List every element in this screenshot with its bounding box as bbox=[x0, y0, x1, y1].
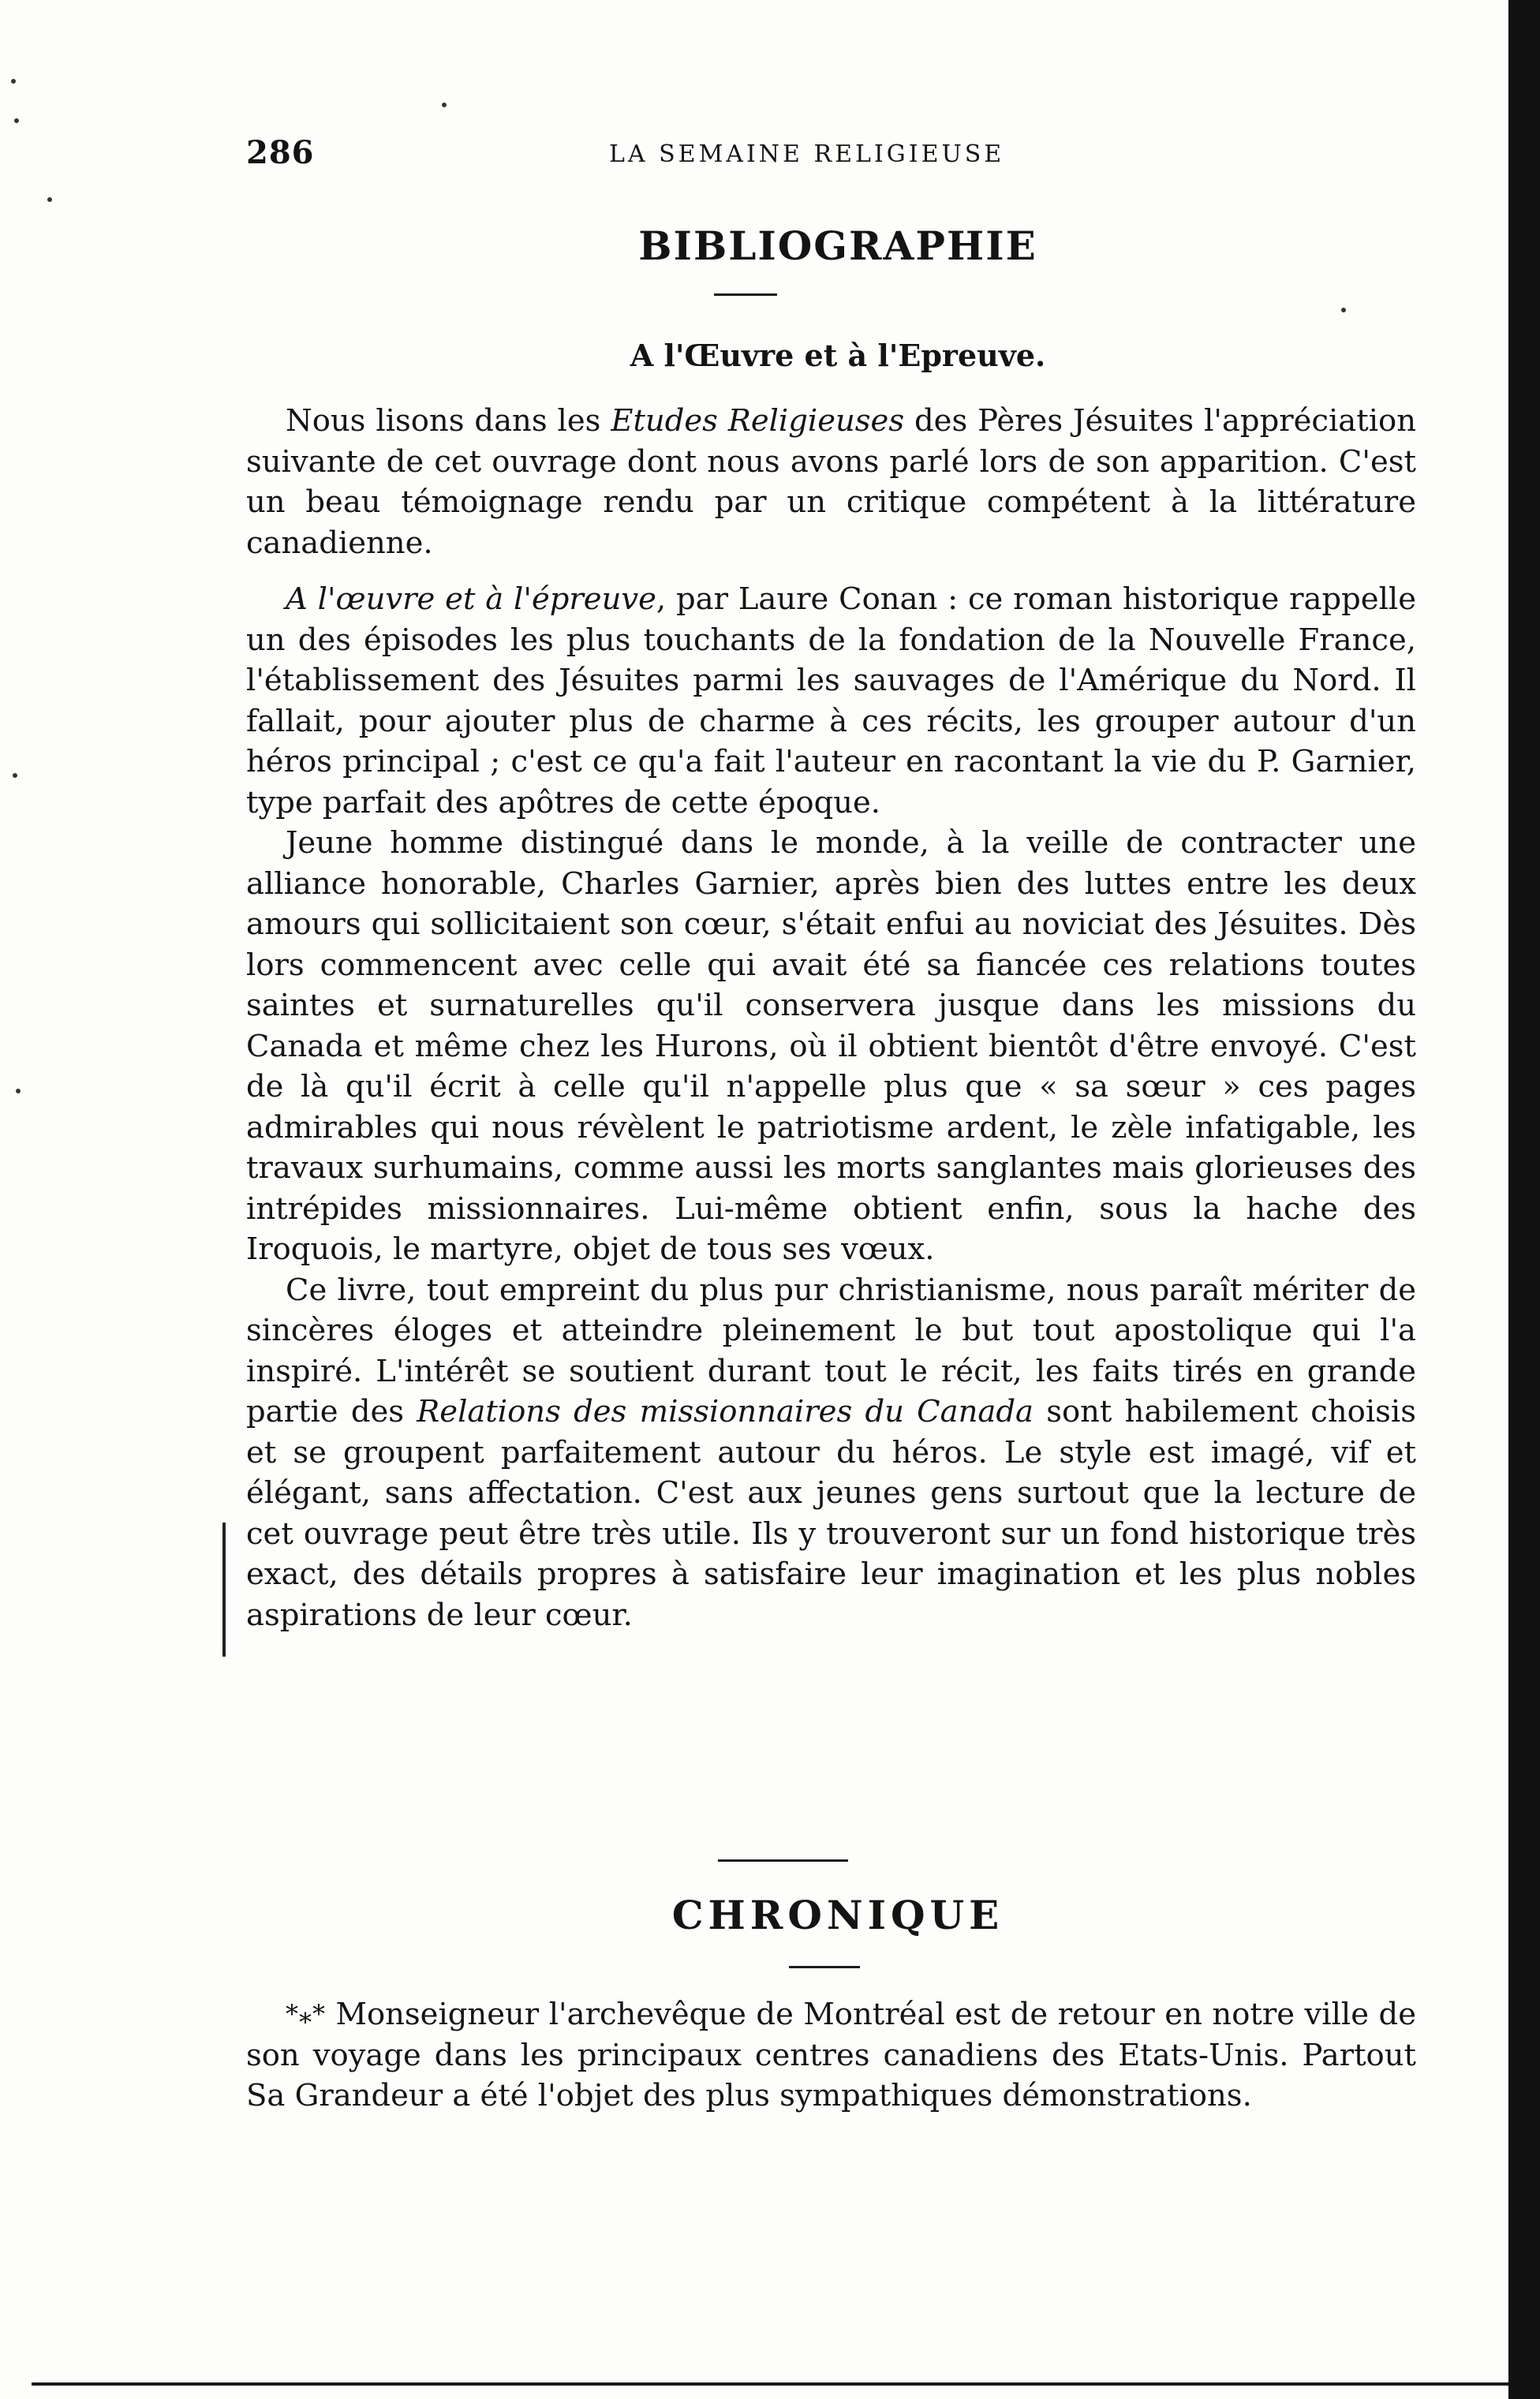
margin-mark bbox=[222, 1523, 226, 1657]
book-title: A l'œuvre et à l'épreuve bbox=[286, 581, 656, 617]
bibliography-heading: BIBLIOGRAPHIE bbox=[638, 222, 1037, 269]
running-head bbox=[246, 134, 1430, 181]
review-paragraph: Nous lisons dans les Etudes Religieuses des Pères Jésuites l'appréciation suivante de cet ouvrage dont nous avons parlé lors de son apparition. C'est un beau témoignage rendu par un critique compétent à la littérature canadienne. bbox=[246, 403, 1416, 561]
scan-speck bbox=[13, 773, 17, 778]
asterism-mark: *⁎* bbox=[286, 1999, 326, 2029]
scan-speck bbox=[14, 118, 19, 123]
chronicle-heading: CHRONIQUE bbox=[671, 1892, 1004, 1938]
scan-speck bbox=[442, 103, 447, 107]
scan-speck bbox=[47, 197, 52, 202]
heading-rule bbox=[714, 293, 777, 296]
page-number: 286 bbox=[246, 134, 315, 171]
heading-rule bbox=[789, 1966, 860, 1968]
journal-title: LA SEMAINE RELIGIEUSE bbox=[609, 140, 1005, 168]
section-divider bbox=[718, 1859, 848, 1862]
scan-speck bbox=[16, 1089, 21, 1093]
scan-speck bbox=[1341, 308, 1346, 312]
book-heading: A l'Œuvre et à l'Epreuve. bbox=[630, 338, 1046, 373]
scan-speck bbox=[11, 79, 16, 84]
review-paragraph: A l'œuvre et à l'épreuve, par Laure Conan : ce roman historique rappelle un des épisodes les plus touchants de la fondation de la Nouvelle France, l'établissement des Jésuites parmi les sauvages de l'Amérique du Nord. Il fallait, pour ajouter plus de charme à ces récits, les grouper autour d'un héros principal ; c'est ce qu'a fait l'auteur en racontant la vie du P. Garnier, type parfait des apôtres de cette époque. bbox=[246, 581, 1416, 820]
chronicle-paragraph: *⁎* Monseigneur l'archevêque de Montréal est de retour en notre ville de son voyage dans les principaux centres canadiens des Etats-Unis. Partout Sa Grandeur a été l'objet des plus sympathiques démonstrations. bbox=[246, 1997, 1416, 2113]
binding-edge bbox=[1508, 0, 1540, 2399]
review-article bbox=[246, 401, 1416, 1635]
cited-work: Relations des missionnaires du Canada bbox=[417, 1394, 1034, 1429]
review-paragraph: Jeune homme distingué dans le monde, à la veille de contracter une alliance honorable, Charles Garnier, après bien des luttes entre les deux amours qui sollicitaient son cœur, s'était enfui au noviciat des Jésuites. Dès lors commencent avec celle qui avait été sa fiancée ces relations toutes saintes et surnaturelles qu'il conservera jusque dans les missions du Canada et même chez les Hurons, où il obtient bientôt d'être envoyé. C'est de là qu'il écrit à celle qu'il n'appelle plus que « sa sœur » ces pages admirables qui nous révèlent le patriotisme ardent, le zèle infatigable, les travaux surhumains, comme aussi les morts sanglantes mais glorieuses des intrépides missionnaires. Lui-même obtient enfin, sous la hache des Iroquois, le martyre, objet de tous ses vœux. bbox=[246, 825, 1416, 1267]
chronicle-section bbox=[246, 1994, 1416, 2117]
scan-bottom-rule bbox=[32, 2382, 1508, 2386]
review-paragraph: Ce livre, tout empreint du plus pur christianisme, nous paraît mériter de sincères éloges et atteindre pleinement le but tout apostolique qui l'a inspiré. L'intérêt se soutient durant tout le récit, les faits tirés en grande partie des Relations des missionnaires du Canada sont habilement choisis et se groupent parfaitement autour du héros. Le style est imagé, vif et élégant, sans affectation. C'est aux jeunes gens surtout que la lecture de cet ouvrage peut être très utile. Ils y trouveront sur un fond historique très exact, des détails propres à satisfaire leur imagination et les plus nobles aspirations de leur cœur. bbox=[246, 1272, 1416, 1633]
journal-name: Etudes Religieuses bbox=[611, 403, 905, 439]
